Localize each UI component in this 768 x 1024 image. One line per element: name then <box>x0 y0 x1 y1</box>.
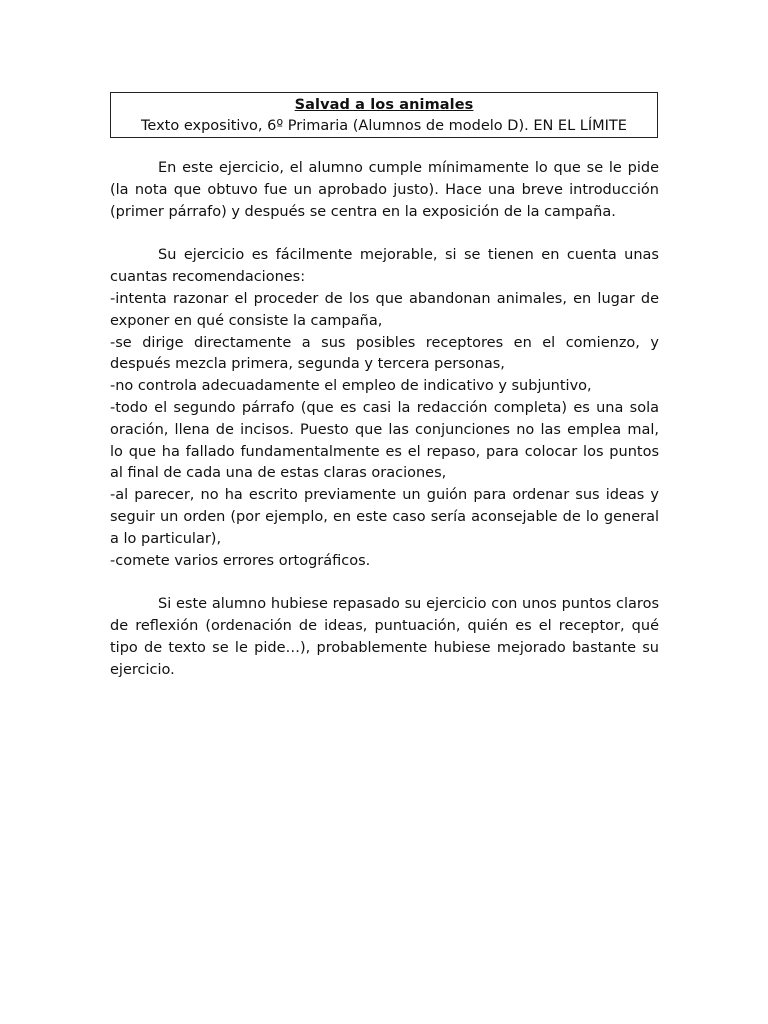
paragraph-3: Si este alumno hubiese repasado su ejercicio con unos puntos claros de reflexión (ordenación de ideas, puntuación, quién es el receptor, qué tipo de texto se le pide…), probablemente hubiese mejorado bastante su ejercicio. <box>110 596 659 678</box>
document-subtitle: Texto expositivo, 6º Primaria (Alumnos de modelo D). EN EL LÍMITE <box>141 118 627 134</box>
recommendation-item: -se dirige directamente a sus posibles receptores en el comienzo, y después mezcla primera, segunda y tercera personas, <box>110 334 659 373</box>
recommendation-item: -todo el segundo párrafo (que es casi la redacción completa) es una sola oración, llena de incisos. Puesto que las conjunciones no las emplea mal, lo que ha fallado fundamentalmente es el repaso, para colocar los puntos al final de cada una de estas claras oraciones, <box>110 399 659 482</box>
recommendation-item: -comete varios errores ortográficos. <box>110 552 371 569</box>
paragraph-2-intro: Su ejercicio es fácilmente mejorable, si se tienen en cuenta unas cuantas recomendaciones: <box>110 247 659 286</box>
recommendation-item: -no controla adecuadamente el empleo de indicativo y subjuntivo, <box>110 378 592 395</box>
title-box <box>110 92 658 138</box>
paragraph-1: En este ejercicio, el alumno cumple mínimamente lo que se le pide (la nota que obtuvo fue un aprobado justo). Hace una breve introducción (primer párrafo) y después se centra en la exposición de la campaña. <box>110 160 659 220</box>
paragraph-gap <box>110 572 659 594</box>
document-body <box>110 158 659 682</box>
document-title: Salvad a los animales <box>294 97 474 113</box>
recommendation-item: -intenta razonar el proceder de los que abandonan animales, en lugar de exponer en qué consiste la campaña, <box>110 290 659 329</box>
recommendation-item: -al parecer, no ha escrito previamente un guión para ordenar sus ideas y seguir un orden (por ejemplo, en este caso sería aconsejable de lo general a lo particular), <box>110 487 659 547</box>
paragraph-gap <box>110 223 659 245</box>
